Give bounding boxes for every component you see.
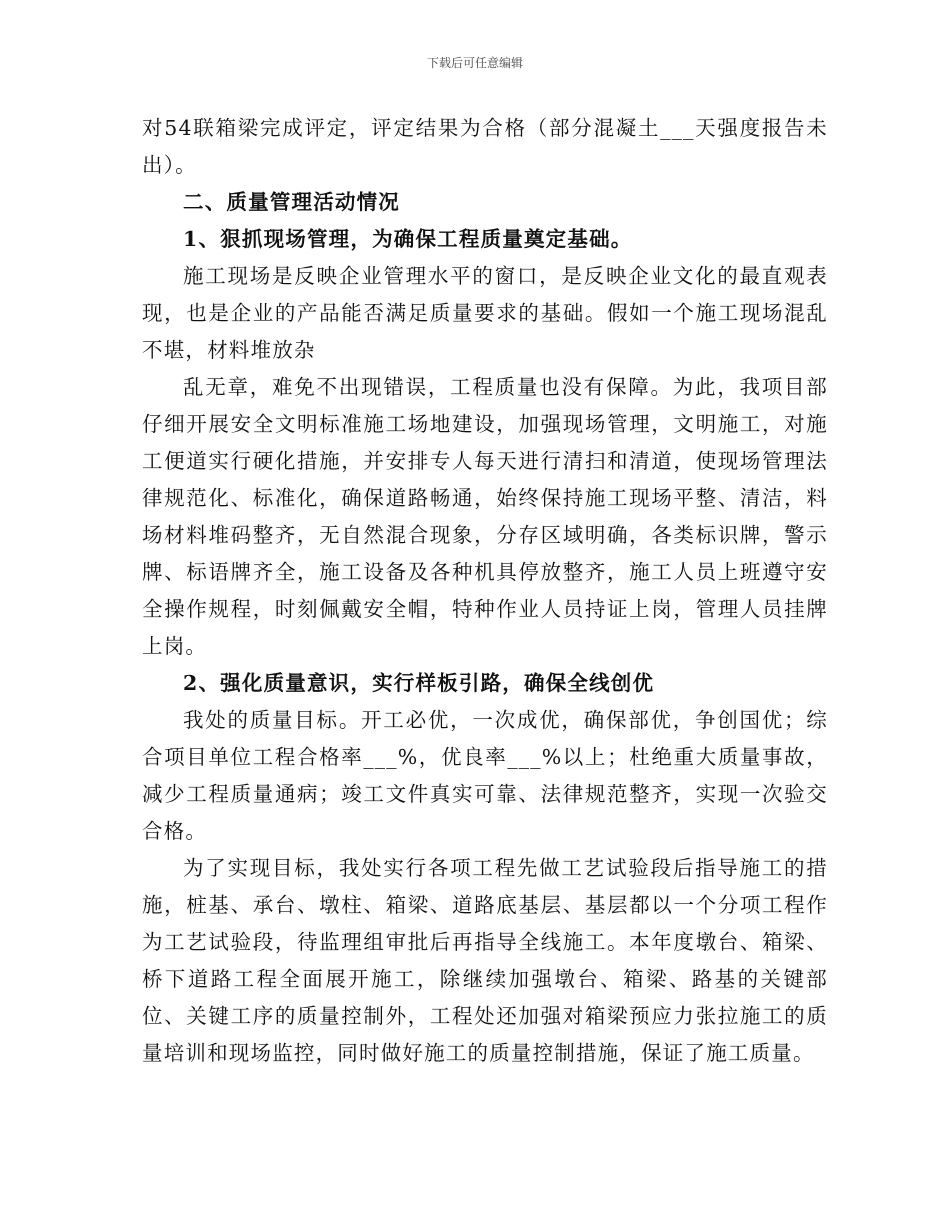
subheading-site-management: 1、狠抓现场管理，为确保工程质量奠定基础。	[183, 227, 633, 251]
paragraph-quality-goals: 我处的质量目标。开工必优，一次成优，确保部优，争创国优；综合项目单位工程合格率___%，优良率___%以上；杜绝重大质量事故，减少工程质量通病；竣工文件真实可靠、法律规范整齐，实现一次验交合格。	[142, 708, 828, 843]
document-body	[142, 110, 828, 1072]
paragraph-evaluation-result: 对54联箱梁完成评定，评定结果为合格（部分混凝土___天强度报告未出）。	[142, 116, 828, 177]
paragraph-site-measures: 乱无章，难免不出现错误，工程质量也没有保障。为此，我项目部仔细开展安全文明标准施工场地建设，加强现场管理，文明施工，对施工便道实行硬化措施，并安排专人每天进行清扫和清道，使现场管理法律规范化、标准化，确保道路畅通，始终保持施工现场平整、清洁，料场材料堆码整齐，无自然混合现象，分存区域明确，各类标识牌，警示牌、标语牌齐全，施工设备及各种机具停放整齐，施工人员上班遵守安全操作规程，时刻佩戴安全帽，特种作业人员持证上岗，管理人员挂牌上岗。	[142, 375, 828, 658]
paragraph-trial-sections: 为了实现目标，我处实行各项工程先做工艺试验段后指导施工的措施，桩基、承台、墩柱、箱梁、道路底基层、基层都以一个分项工程作为工艺试验段，待监理组审批后再指导全线施工。本年度墩台、箱梁、桥下道路工程全面展开施工，除继续加强墩台、箱梁、路基的关键部位、关键工序的质量控制外，工程处还加强对箱梁预应力张拉施工的质量培训和现场监控，同时做好施工的质量控制措施，保证了施工质量。	[142, 856, 828, 1065]
subheading-quality-awareness: 2、强化质量意识，实行样板引路，确保全线创优	[183, 671, 655, 695]
page-header: 下载后可任意编辑	[426, 56, 523, 70]
paragraph-site-window: 施工现场是反映企业管理水平的窗口，是反映企业文化的最直观表现，也是企业的产品能否满足质量要求的基础。假如一个施工现场混乱不堪，材料堆放杂	[142, 264, 828, 362]
section-heading-quality-management: 二、质量管理活动情况	[183, 190, 400, 214]
